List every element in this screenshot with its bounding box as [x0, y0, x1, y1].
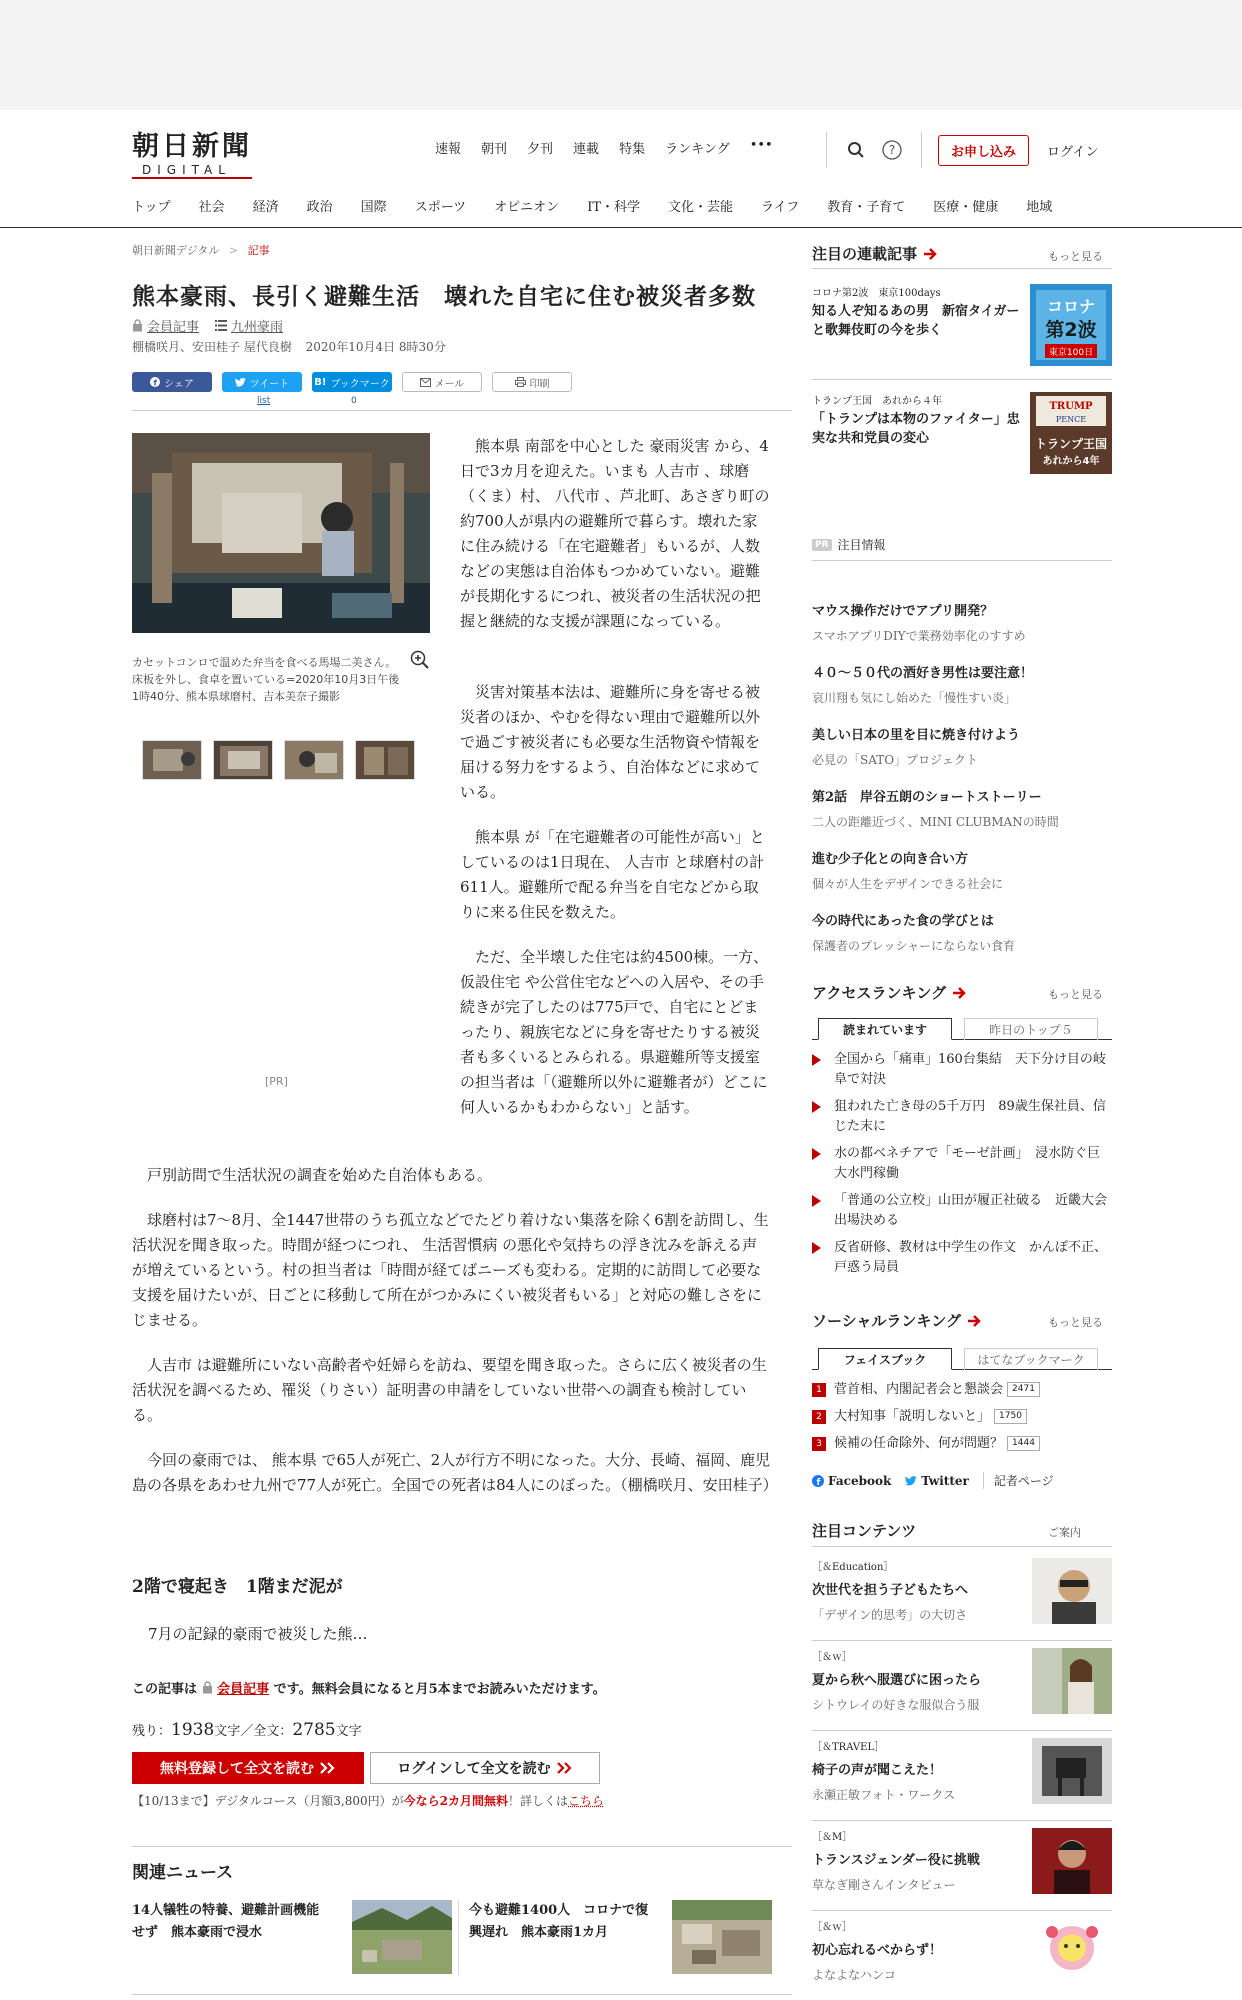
article-teaser: 7月の記録的豪雨で被災した熊…	[148, 1625, 368, 1643]
rank-marker-icon	[812, 1195, 821, 1207]
pr-item[interactable]	[812, 600, 1112, 644]
content-thumbnail	[1032, 1558, 1112, 1624]
free-register-button[interactable]	[132, 1752, 364, 1784]
tab-yesterday-top5[interactable]: 昨日のトップ５	[964, 1018, 1098, 1040]
tab-hatena[interactable]: はてなブックマーク	[964, 1348, 1098, 1370]
nav-breaking[interactable]: 速報	[435, 142, 462, 157]
total-count: 2785	[292, 1720, 336, 1740]
nav-more[interactable]: •••	[749, 138, 773, 153]
thumb-text: PENCE	[1055, 415, 1087, 424]
lock-icon	[132, 319, 143, 332]
arrow-right-icon	[952, 987, 966, 999]
promo-pre: 【10/13まで】デジタルコース（月額3,800円）が	[132, 1794, 404, 1808]
pr-item-title: 今の時代にあった食の学びとは	[812, 914, 994, 929]
social-links	[812, 1472, 1054, 1489]
arrow-right-icon	[923, 248, 937, 260]
featured-content-item[interactable]	[812, 1558, 1112, 1640]
rank-number: 3	[812, 1437, 826, 1451]
ranking-item[interactable]	[812, 1050, 1112, 1090]
pr-item-sub: 個々が人生をデザインできる社会に	[812, 877, 1004, 891]
content-title: 次世代を担う子どもたちへ	[812, 1583, 969, 1598]
ranking-title: 反省研修、教材は中学生の作文 かんぽ不正、戸惑う局員	[834, 1240, 1108, 1275]
content-thumbnail	[1032, 1648, 1112, 1714]
remain-label: 残り：	[132, 1724, 172, 1739]
thumb-text: 東京100日	[1048, 348, 1094, 358]
nav-morning[interactable]: 朝刊	[481, 142, 508, 157]
help-icon[interactable]	[879, 137, 905, 163]
content-thumbnail	[1032, 1738, 1112, 1804]
pr-item[interactable]	[812, 786, 1112, 830]
arrow-right-icon	[967, 1315, 981, 1327]
photo-thumbnails	[142, 740, 415, 780]
ranking-title: 「普通の公立校」山田が履正社破る 近畿大会出場決める	[834, 1193, 1108, 1228]
member-note-pre: この記事は	[132, 1682, 198, 1697]
series-more-link[interactable]: もっと見る	[1048, 250, 1103, 263]
cat-it-science[interactable]: IT・科学	[587, 200, 640, 215]
mail-button[interactable]	[402, 372, 482, 392]
pr-item-title: ４０～５０代の酒好き男性は要注意！	[812, 666, 1034, 681]
article-paragraph: 球磨村は7～8月、全1447世帯のうち孤立などでたどり着けない集落を除く6割を訪問し、生活状況を聞き取った。時間が経つにつれ、 生活習慣病 の悪化や気持ちの浮き沈みを訴える声が増えているという。村の担当者は「時間が経てばニーズも変わる。定期的に訪問して必要な支援を届けたいが、日ごとに移動して所在がつかみにくい被災者もいる」と対応の難しさをにじませる。	[132, 1211, 769, 1329]
header-tools	[820, 132, 1098, 168]
cat-top[interactable]: トップ	[132, 200, 171, 215]
subscribe-button[interactable]: お申し込み	[938, 135, 1029, 166]
cat-politics[interactable]: 政治	[306, 200, 333, 215]
content-sub: 永瀬正敏フォト・ワークス	[812, 1788, 956, 1802]
pr-item-title: 第2話 岸谷五朗のショートストーリー	[812, 790, 1042, 805]
pr-item[interactable]	[812, 662, 1112, 706]
series-heading-label: 注目の連載記事	[812, 245, 918, 263]
remain-count: 1938	[171, 1720, 215, 1740]
content-title: 夏から秋へ服選びに困ったら	[812, 1673, 982, 1688]
cat-international[interactable]: 国際	[360, 200, 387, 215]
access-more-link[interactable]: もっと見る	[1048, 988, 1103, 1001]
print-button[interactable]	[492, 372, 572, 392]
content-kicker: ［＆TRAVEL］	[812, 1742, 885, 1753]
logo-sub: DIGITAL	[132, 163, 252, 179]
series-item[interactable]	[812, 392, 1112, 474]
tweet-button[interactable]	[222, 372, 302, 392]
series-thumbnail	[1030, 392, 1112, 474]
nav-ranking[interactable]: ランキング	[665, 142, 730, 157]
content-thumbnail	[1032, 1918, 1112, 1984]
pr-item-title: マウス操作だけでアプリ開発？	[812, 604, 994, 619]
content-title: 椅子の声が聞こえた！	[812, 1763, 943, 1778]
pr-item-title: 進む少子化との向き合い方	[812, 852, 969, 867]
tab-most-read[interactable]: 読まれています	[818, 1018, 952, 1040]
tab-facebook[interactable]: フェイスブック	[818, 1348, 952, 1370]
divider	[812, 268, 1112, 269]
social-ranking-title: 大村知事「説明しないと」	[834, 1409, 991, 1424]
divider	[132, 1994, 792, 1995]
series-heading	[812, 243, 937, 264]
facebook-icon	[812, 1475, 824, 1487]
bookmark-count: 0	[351, 396, 357, 406]
rank-marker-icon	[812, 1148, 821, 1160]
facebook-link-label: Facebook	[828, 1473, 892, 1488]
series-tag-label: 九州豪雨	[231, 320, 284, 335]
article-paragraph: 熊本県 南部を中心とした 豪雨災害 から、4日で3カ月を迎えた。いまも 人吉市 、球磨（くま）村、 八代市 、芦北町、あさぎり町の約700人が県内の避難所で暮らす。壊れた家に住み続ける「在宅避難者」もいるが、人数などの実態は自治体もつかめていない。避難が長期化するにつれ、被災者の生活状況の把握と継続的な支援が課題になっている。	[460, 437, 770, 630]
cat-life[interactable]: ライフ	[761, 200, 800, 215]
featured-content-item[interactable]	[812, 1828, 1112, 1910]
photo-thumbnail[interactable]	[142, 740, 202, 780]
cat-economy[interactable]: 経済	[252, 200, 279, 215]
pr-item[interactable]	[812, 724, 1112, 768]
tweet-list-link[interactable]: list	[257, 396, 271, 406]
cat-sports[interactable]: スポーツ	[414, 200, 467, 215]
member-note	[132, 1678, 606, 1697]
related-news-item[interactable]	[132, 1900, 452, 1976]
hatena-label: ブックマーク	[330, 378, 390, 390]
ranking-item[interactable]	[812, 1191, 1112, 1231]
article-paragraph: 災害対策基本法は、避難所に身を寄せる被災者のほか、やむを得ない理由で避難所以外で過ごす被災者にも必要な生活物資や情報を届ける努力をするよう、自治体などに求めている。	[460, 683, 761, 801]
nav-series[interactable]: 連載	[573, 142, 600, 157]
related-news-item[interactable]	[458, 1900, 772, 1976]
content-kicker: ［＆M］	[812, 1832, 853, 1843]
article-paragraph: ただ、全半壊した住宅は約4500棟。一方、 仮設住宅 や公営住宅などへの入居や、その手続きが完了したのは775戸で、自宅にとどまったり、親族宅などに身を寄せたりする被災者も多くいるとみられる。県避難所等支援室の担当者は「（避難所以外に避難者が）どこに何人いるかもわからない」と話す。	[460, 948, 769, 1116]
related-news-title: 今も避難1400人 コロナで復興遅れ 熊本豪雨1カ月	[469, 1903, 649, 1940]
social-ranking-label: ソーシャルランキング	[812, 1312, 961, 1330]
breadcrumb-current: 記事	[247, 244, 270, 257]
site-header	[0, 110, 1242, 228]
pr-item-sub: 二人の距離近づく、MINI CLUBMANの時間	[812, 815, 1059, 829]
series-tag[interactable]	[215, 316, 283, 335]
access-ranking-label: アクセスランキング	[812, 984, 947, 1002]
cat-opinion[interactable]: オピニオン	[494, 200, 560, 215]
category-nav	[132, 196, 1052, 215]
ranking-item[interactable]	[812, 1097, 1112, 1137]
content-kicker: ［＆Education］	[812, 1562, 894, 1573]
pr-heading	[812, 536, 886, 553]
thumb-text: TRUMP	[1049, 401, 1093, 412]
login-read-button[interactable]	[370, 1752, 600, 1784]
print-icon	[515, 377, 526, 387]
content-sub: 「デザイン的思考」の大切さ	[812, 1608, 968, 1622]
facebook-share-button[interactable]	[132, 372, 212, 392]
member-article-link[interactable]: 会員記事	[217, 1682, 270, 1697]
zoom-in-icon[interactable]	[410, 650, 430, 674]
cat-health[interactable]: 医療・健康	[933, 200, 999, 215]
related-news-thumbnail	[352, 1900, 452, 1974]
featured-content-item[interactable]	[812, 1648, 1112, 1730]
rank-number: 1	[812, 1383, 826, 1397]
thumb-text: あれから4年	[1042, 456, 1100, 467]
article-subhead: 2階で寝起き 1階まだ泥が	[132, 1577, 343, 1597]
content-thumbnail	[1032, 1828, 1112, 1894]
pr-badge: PR	[812, 539, 832, 551]
access-ranking-heading	[812, 982, 966, 1003]
mail-icon	[420, 378, 431, 387]
lock-icon	[202, 1681, 213, 1694]
pr-item-sub: 保護者のプレッシャーにならない食育	[812, 939, 1016, 953]
article-paragraph: 人吉市 は避難所にいない高齢者や妊婦らを訪ね、要望を聞き取った。さらに広く被災者の生活状況を調べるため、罹災（りさい）証明書の申請をしていない世帯への調査も検討している。	[132, 1356, 767, 1424]
featured-contents-heading	[812, 1520, 916, 1541]
byline: 棚橋咲月、安田桂子 屋代良樹	[132, 340, 292, 354]
thumb-text: トランプ王国	[1034, 437, 1108, 451]
print-label: 印刷	[529, 378, 550, 390]
divider	[812, 560, 1112, 561]
content-title: 初心忘れるべからず！	[812, 1943, 943, 1958]
related-news-heading: 関連ニュース	[132, 1863, 234, 1883]
unit-label: 文字	[335, 1724, 362, 1739]
promo-post: ！詳しくは	[507, 1794, 568, 1808]
login-read-label: ログインして全文を読む	[397, 1761, 551, 1777]
share-count: 1750	[994, 1409, 1027, 1424]
ranking-item[interactable]	[812, 1144, 1112, 1184]
series-thumbnail	[1030, 284, 1112, 366]
content-sub: よなよなハンコ	[812, 1968, 897, 1982]
pr-heading-label: 注目情報	[837, 538, 886, 552]
twitter-link[interactable]	[905, 1474, 969, 1488]
social-more-link[interactable]: もっと見る	[1048, 1316, 1103, 1329]
rank-marker-icon	[812, 1054, 821, 1066]
pr-item-sub: 哀川翔も気にし始めた「慢性すい炎」	[812, 691, 1017, 705]
series-item[interactable]	[812, 284, 1112, 366]
facebook-share-label: シェア	[164, 378, 194, 390]
ad-banner	[0, 0, 1242, 110]
social-ranking-title: 候補の任命除外、何が問題？	[834, 1436, 1004, 1451]
promo-highlight: 今なら2カ月間無料	[403, 1794, 508, 1808]
reporter-page-link[interactable]: 記者ページ	[983, 1472, 1054, 1489]
remaining-chars	[132, 1720, 362, 1740]
related-news-thumbnail	[672, 1900, 772, 1974]
member-tag-label: 会員記事	[147, 320, 200, 335]
twitter-icon	[235, 378, 246, 387]
social-ranking-item[interactable]	[812, 1434, 1112, 1454]
content-kicker: ［＆ｗ］	[812, 1652, 852, 1663]
series-title: 「トランプは本物のファイター」忠実な共和党員の変心	[812, 412, 1020, 446]
article-tags	[132, 316, 283, 335]
thumb-text: 第2波	[1045, 319, 1097, 341]
login-link[interactable]: ログイン	[1047, 144, 1099, 160]
ranking-title: 水の都ベネチアで「モーゼ計画」 浸水防ぐ巨大水門稼働	[834, 1146, 1101, 1181]
breadcrumb-sep: >	[228, 244, 239, 257]
pr-item[interactable]	[812, 910, 1112, 954]
content-title: トランスジェンダー役に挑戦	[812, 1853, 980, 1868]
access-ranking-tabs	[812, 1018, 1112, 1040]
divider	[132, 1846, 792, 1847]
svg-text:f: f	[816, 1477, 821, 1487]
nav-evening[interactable]: 夕刊	[527, 142, 554, 157]
social-ranking-tabs	[812, 1348, 1112, 1370]
svg-text:?: ?	[888, 143, 896, 157]
hatena-bookmark-button[interactable]	[312, 372, 392, 392]
divider	[132, 410, 792, 411]
ranking-title: 狙われた亡き母の5千万円 89歳生保社員、信じた末に	[834, 1099, 1106, 1134]
tweet-label: ツイート	[249, 378, 290, 390]
breadcrumb	[132, 242, 270, 258]
member-tag[interactable]	[132, 316, 199, 335]
total-label: ／全文：	[240, 1724, 293, 1739]
mail-label: メール	[434, 378, 465, 390]
publish-date: 2020年10月4日 8時30分	[305, 340, 446, 354]
content-sub: 草なぎ剛さんインタビュー	[812, 1878, 956, 1892]
social-ranking-title: 菅首相、内閣記者会と懇談会	[834, 1382, 1004, 1397]
photo-thumbnail[interactable]	[284, 740, 344, 780]
cat-region[interactable]: 地域	[1026, 200, 1053, 215]
promo-text	[132, 1792, 604, 1809]
thumb-text: コロナ	[1046, 297, 1096, 316]
logo-text: 朝日新聞	[132, 131, 252, 162]
social-ranking-heading	[812, 1310, 981, 1331]
cat-education[interactable]: 教育・子育て	[827, 200, 906, 215]
article-paragraph: 今回の豪雨では、 熊本県 で65人が死亡、2人が行方不明になった。大分、長崎、福岡、鹿児島の各県をあわせ九州で77人が死亡。全国での死者は84人にのぼった。（棚橋咲月、安田桂子）	[132, 1451, 778, 1494]
divider	[921, 132, 922, 168]
ranking-title: 全国から「痛車」160台集結 天下分け目の岐阜で対決	[834, 1052, 1106, 1087]
featured-content-item[interactable]	[812, 1738, 1112, 1820]
member-note-post: です。無料会員になると月5本までお読みいただけます。	[273, 1682, 606, 1697]
photo-thumbnail[interactable]	[355, 740, 415, 780]
main-photo[interactable]	[132, 433, 430, 633]
content-kicker: ［＆ｗ］	[812, 1922, 852, 1933]
ranking-item[interactable]	[812, 1238, 1112, 1278]
divider	[826, 132, 827, 168]
photo-thumbnail[interactable]	[213, 740, 273, 780]
facebook-icon	[150, 377, 160, 387]
social-ranking-item[interactable]	[812, 1380, 1112, 1400]
photo-caption: カセットコンロで温めた弁当を食べる馬場二美さん。床板を外し、食卓を置いている=2020年10月3日午後1時40分、熊本県球磨村、吉本美奈子撮影	[132, 656, 400, 703]
pr-item[interactable]	[812, 848, 1112, 892]
article-paragraph: 熊本県 が「在宅避難者の可能性が高い」としているのは1日現在、 人吉市 と球磨村の計611人。避難所で配る弁当を自宅などから取りに来る住民を数えた。	[460, 828, 765, 921]
share-bar	[132, 372, 572, 392]
featured-content-item[interactable]	[812, 1918, 1112, 2000]
divider	[812, 1730, 1112, 1731]
promo-link[interactable]: こちら	[568, 1794, 605, 1808]
share-count: 2471	[1007, 1382, 1040, 1397]
facebook-link[interactable]	[812, 1474, 891, 1488]
article-title: 熊本豪雨、長引く避難生活 壊れた自宅に住む被災者多数	[132, 283, 756, 310]
free-register-label: 無料登録して全文を読む	[160, 1761, 314, 1777]
double-chevron-icon	[557, 1762, 573, 1774]
list-icon	[215, 320, 227, 331]
social-ranking-item[interactable]	[812, 1407, 1112, 1427]
related-news-title: 14人犠牲の特養、避難計画機能せず 熊本豪雨で浸水	[132, 1903, 320, 1940]
pr-label: [PR]	[265, 1075, 288, 1088]
content-sub: シトウレイの好きな服似合う服	[812, 1698, 980, 1712]
site-logo[interactable]	[132, 124, 252, 179]
divider	[812, 1820, 1112, 1821]
divider	[812, 1910, 1112, 1911]
series-kicker: コロナ第2波 東京100days	[812, 288, 941, 299]
nav-features[interactable]: 特集	[619, 142, 646, 157]
divider	[812, 1640, 1112, 1641]
contents-guide-link[interactable]: ご案内	[1048, 1526, 1081, 1539]
unit-label: 文字	[214, 1724, 241, 1739]
rank-marker-icon	[812, 1101, 821, 1113]
article-paragraph: 戸別訪問で生活状況の調査を始めた自治体もある。	[147, 1166, 493, 1184]
rank-marker-icon	[812, 1242, 821, 1254]
rank-number: 2	[812, 1410, 826, 1424]
cat-culture[interactable]: 文化・芸能	[668, 200, 734, 215]
double-chevron-icon	[320, 1762, 336, 1774]
svg-text:f: f	[153, 378, 158, 387]
twitter-icon	[905, 1476, 917, 1486]
share-count: 1444	[1007, 1436, 1040, 1451]
series-kicker: トランプ王国 あれから４年	[812, 396, 942, 407]
breadcrumb-home[interactable]: 朝日新聞デジタル	[132, 244, 220, 257]
hatena-icon: B!	[314, 376, 327, 388]
search-icon[interactable]	[843, 137, 869, 163]
twitter-link-label: Twitter	[921, 1473, 969, 1488]
divider	[812, 379, 1112, 380]
cat-society[interactable]: 社会	[198, 200, 225, 215]
pr-item-title: 美しい日本の里を目に焼き付けよう	[812, 728, 1021, 743]
featured-contents-label: 注目コンテンツ	[812, 1522, 917, 1540]
pr-item-sub: スマホアプリDIYで業務効率化のすすめ	[812, 629, 1026, 643]
divider	[812, 1546, 1112, 1547]
global-nav	[435, 138, 773, 157]
series-title: 知る人ぞ知るあの男 新宿タイガーと歌舞伎町の今を歩く	[812, 304, 1020, 338]
pr-item-sub: 必見の「SATO」プロジェクト	[812, 753, 978, 767]
article-byline	[132, 338, 446, 355]
